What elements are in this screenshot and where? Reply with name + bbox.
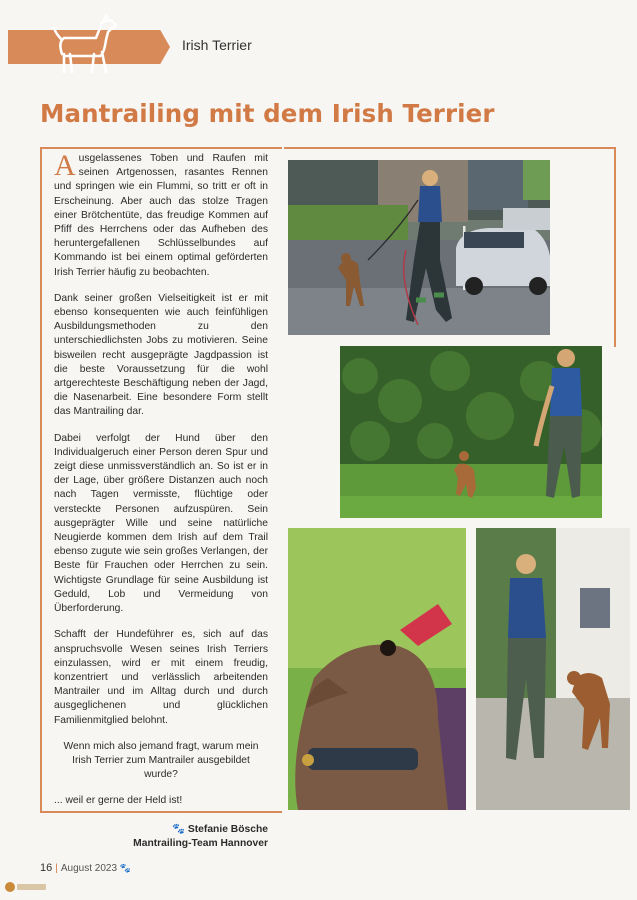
article-body bbox=[54, 149, 268, 851]
paw-icon: 🐾 bbox=[119, 863, 132, 873]
frame-divider bbox=[284, 147, 614, 149]
page-footer bbox=[40, 862, 134, 874]
page-number: 16 bbox=[40, 862, 53, 874]
terrier-silhouette-icon bbox=[50, 14, 122, 76]
photo-street-trailing bbox=[288, 160, 550, 335]
breed-tag: Irish Terrier bbox=[182, 37, 252, 53]
article-title: Mantrailing mit dem Irish Terrier bbox=[40, 99, 495, 128]
photo-handler-reward bbox=[476, 528, 630, 810]
author-name: 🐾 Stefanie Bösche bbox=[172, 823, 268, 835]
photo-hedge-trailing bbox=[340, 346, 602, 518]
footer-separator: | bbox=[55, 863, 58, 874]
paragraph: Wenn mich also jemand fragt, warum mein Irish Terrier zum Mantrailer ausgebildet wurde? bbox=[63, 740, 259, 781]
paragraph: Dabei verfolgt der Hund über den Individualgeruch einer Person deren Spur und zeigt diese unmissverständlich an. So ist er in der Lage, über größere Distanzen auch noch nach Tagen vermisste, flüchtige oder versteckte Personen aufzuspüren. Sein ausgeprägter Wille und seine natürliche Neugierde kommen dem Irish auf dem Trail ebenso zugute wie sein großes Verlangen, der Beste für Frauchen oder Herrchen zu sein. Wichtigste Grundlage für seine Ausbildung ist Geduld, Lob und Vermeidung von Überforderung. bbox=[54, 432, 268, 615]
paragraph: ... weil er gerne der Held ist! bbox=[54, 795, 183, 807]
drop-cap: A bbox=[54, 149, 76, 182]
paragraph: Dank seiner großen Vielseitigkeit ist er mit ebenso konsequenten wie auch feinfühligen Ausbildungsmethoden zu den unterschiedlichsten Jobs zu motivieren. Seine bisweilen recht ausgeprägte Jagdpassion ist die beste Voraussetzung für die wohl artgerechteste Beschäftigung neben der Jagd, die Nasenarbeit. Eine besondere Form stellt das Mantrailing dar. bbox=[54, 292, 268, 418]
issue-date: August 2023 bbox=[60, 863, 118, 874]
frame-divider bbox=[614, 147, 616, 347]
paragraph: Ausgelassenes Toben und Raufen mit seinen Artgenossen, rasantes Rennen und springen wie ein Flummi, so tritt er oft in Erscheinung. Aber auch das stolze Tragen einer Brötchentüte, das freudige Kommen auf Pfiff des Herrchens oder das Aufheben des heruntergefallenen Schlüsselbundes auf Kommando ist bei einem optimal geförderten Irish Terrier häufig zu beobachten. bbox=[54, 149, 268, 278]
author-org: Mantrailing-Team Hannover bbox=[133, 837, 268, 849]
paw-icon: 🐾 bbox=[172, 823, 185, 835]
paragraph: Schafft der Hundeführer es, sich auf das anspruchsvolle Wesen seines Irish Terriers einzulassen, wird er mit einem freudig, konzentriert und verlässlich arbeitenden Mantrailer und im Alltag durch und durch ausgeglichenen und glücklichen Familienmitglied belohnt. bbox=[54, 629, 268, 726]
publisher-logo-icon bbox=[4, 880, 48, 894]
photo-dog-closeup bbox=[288, 528, 466, 810]
